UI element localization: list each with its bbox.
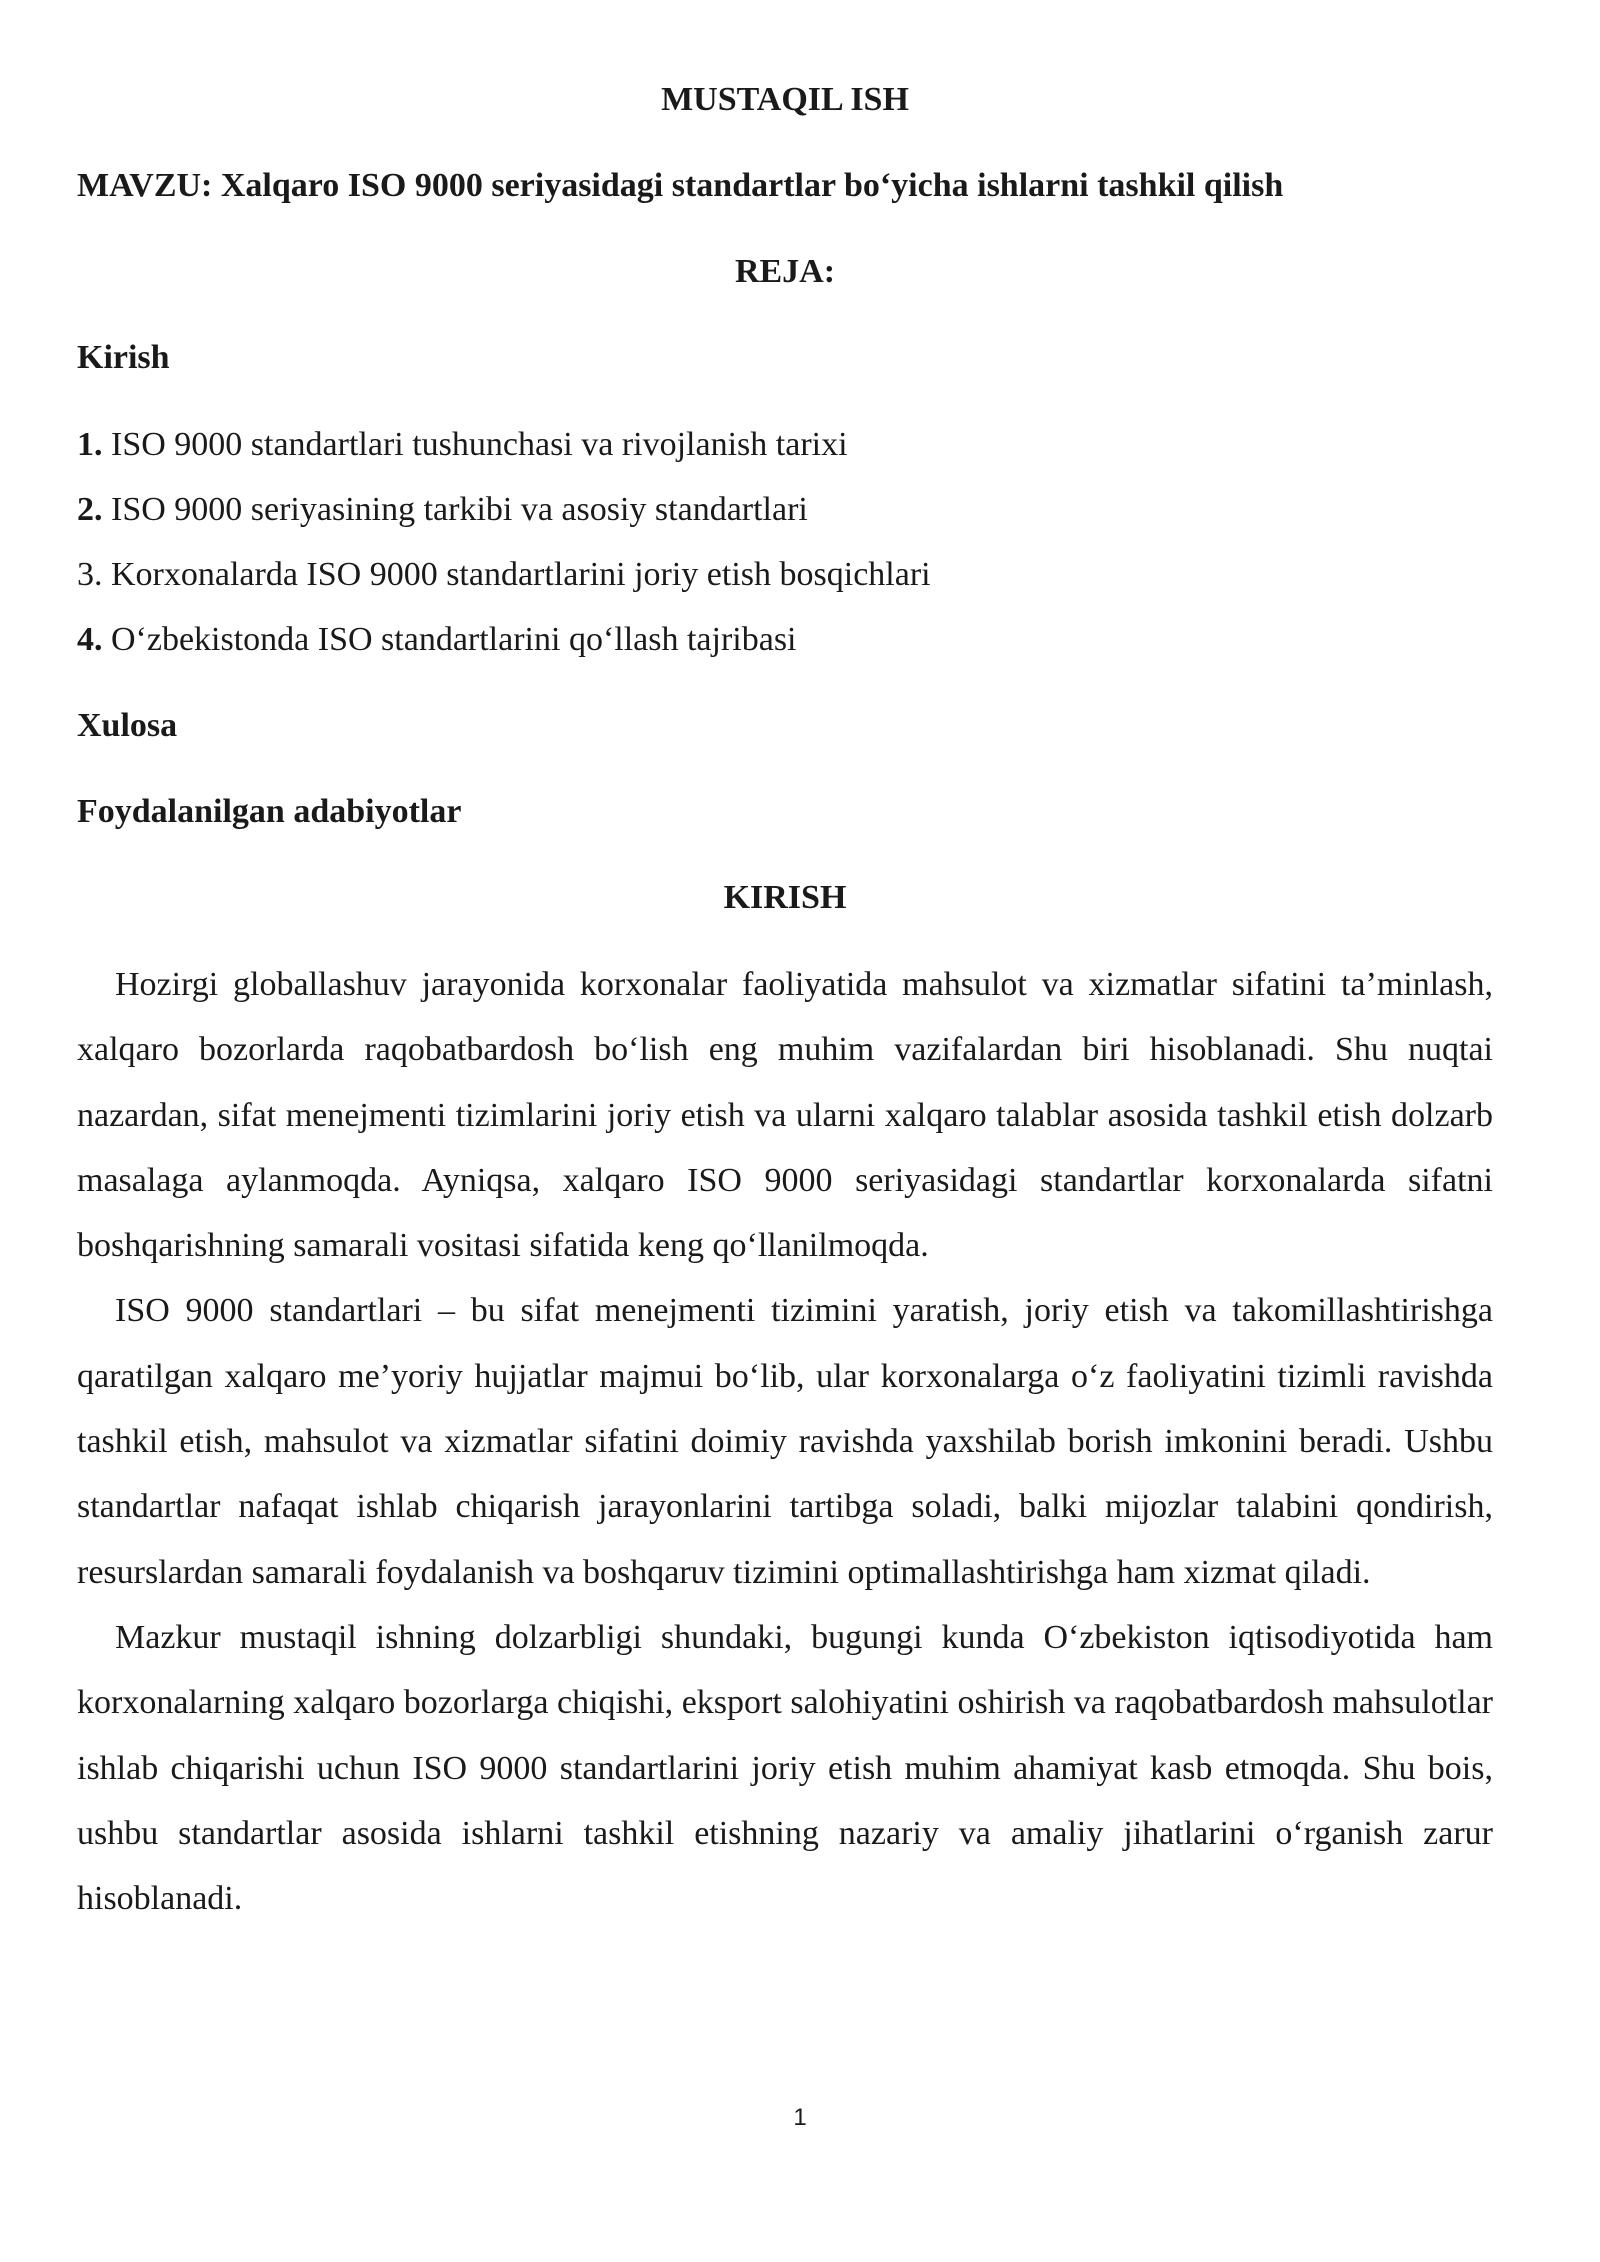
plan-item-number: 4. [77, 621, 103, 658]
plan-title: REJA: [734, 253, 836, 290]
plan-item-text: Korxonalarda ISO 9000 standartlarini joriy etish bosqichlari [102, 556, 931, 593]
plan-list [77, 412, 1493, 694]
references-heading: Foydalanilgan adabiyotlar [77, 793, 462, 830]
plan-item-4 [77, 607, 1493, 672]
intro-paragraph-3: Mazkur mustaqil ishning dolzarbligi shundaki, bugungi kunda O‘zbekiston iqtisodiyotida ham korxonalarning xalqaro bozorlarga chiqishi, eksport salohiyatini oshirish va raqobatbardosh mahsulotlar ishlab chiqarishi uchun ISO 9000 standartlarini joriy etish muhim ahamiyat kasb etmoqda. Shu bois, ushbu standartlar asosida ishlarni tashkil etishning nazariy va amaliy jihatlarini o‘rganish zarur hisoblanadi. [77, 1618, 1493, 1918]
plan-item-number: 2. [77, 491, 103, 528]
page-content [77, 68, 1493, 1931]
plan-item-text: O‘zbekistonda ISO standartlarini qo‘llash tajribasi [102, 621, 797, 658]
intro-heading: Kirish [77, 339, 170, 376]
conclusion-heading: Xulosa [77, 707, 178, 744]
page-number: 1 [793, 2104, 807, 2131]
plan-item-number: 1. [77, 426, 103, 463]
plan-item-text: ISO 9000 standartlari tushunchasi va rivojlanish tarixi [102, 426, 848, 463]
intro-paragraph-2: ISO 9000 standartlari – bu sifat menejmenti tizimini yaratish, joriy etish va takomillashtirishga qaratilgan xalqaro me’yoriy hujjatlar majmui bo‘lib, ular korxonalarga o‘z faoliyatini tizimli ravishda tashkil etish, mahsulot va xizmatlar sifatini doimiy ravishda yaxshilab borish imkonini beradi. Ushbu standartlar nafaqat ishlab chiqarish jarayonlarini tartibga soladi, balki mijozlar talabini qondirish, resurslardan samarali foydalanish va boshqaruv tizimini optimallashtirishga ham xizmat qiladi. [77, 1292, 1493, 1591]
document-title: MUSTAQIL ISH [661, 81, 909, 118]
topic-line: MAVZU: Xalqaro ISO 9000 seriyasidagi standartlar bo‘yicha ishlarni tashkil qilish [77, 167, 1284, 204]
intro-paragraph-1: Hozirgi globallashuv jarayonida korxonalar faoliyatida mahsulot va xizmatlar sifatini ta’minlash, xalqaro bozorlarda raqobatbardosh bo‘lish eng muhim vazifalardan biri hisoblanadi. Shu nuqtai nazardan, sifat menejmenti tizimlarini joriy etish va ularni xalqaro talablar asosida tashkil etish dolzarb masalaga aylanmoqda. Ayniqsa, xalqaro ISO 9000 seriyasidagi standartlar korxonalarda sifatni boshqarishning samarali vositasi sifatida keng qo‘llanilmoqda. [77, 966, 1493, 1265]
plan-item-1 [77, 412, 1493, 477]
plan-item-3 [77, 542, 1493, 607]
plan-item-text: ISO 9000 seriyasining tarkibi va asosiy standartlari [102, 491, 808, 528]
kirish-heading: KIRISH [723, 879, 847, 916]
plan-item-2 [77, 477, 1493, 542]
plan-item-number: 3. [77, 556, 103, 593]
